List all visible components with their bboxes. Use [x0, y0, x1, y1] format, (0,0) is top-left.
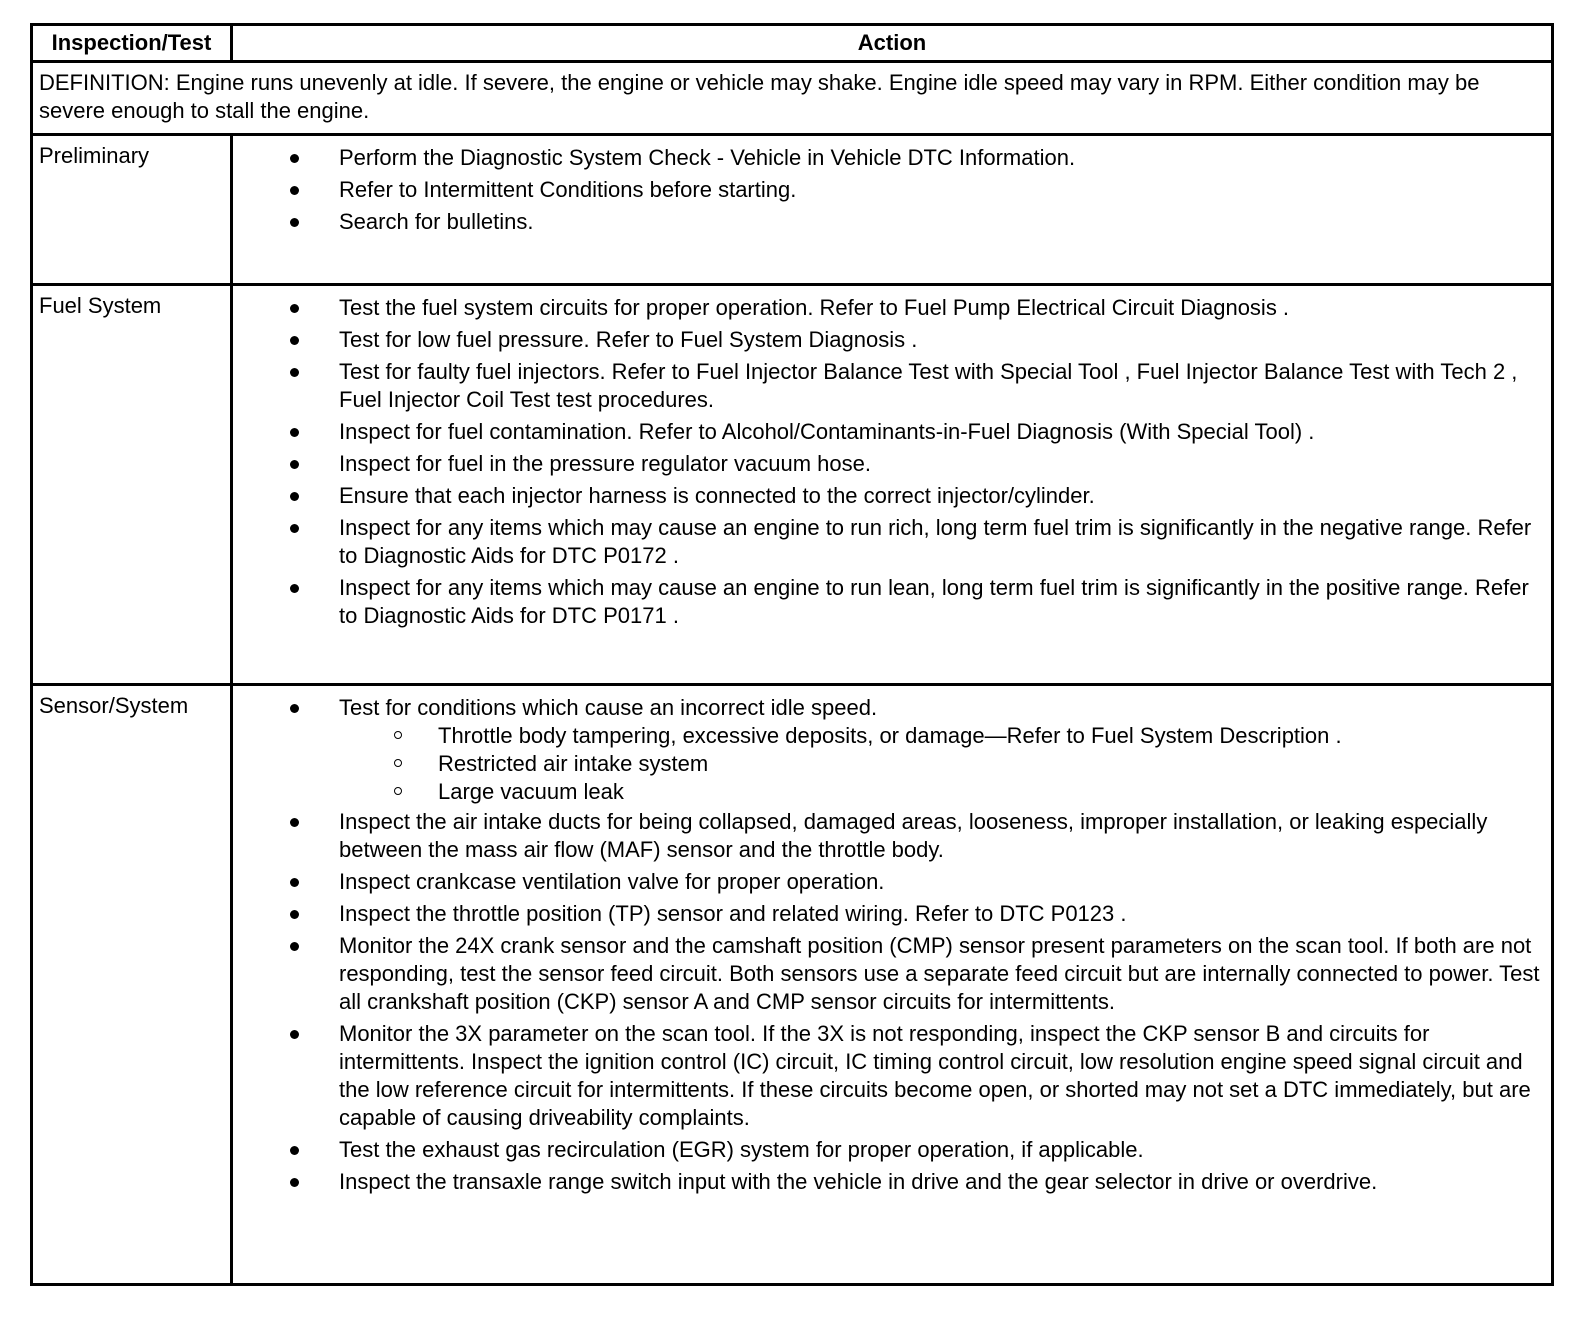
bullet-icon [290, 584, 299, 593]
bullet-icon [290, 818, 299, 827]
section-actions-sensor-system [232, 685, 1553, 1285]
bullet-list [233, 144, 1541, 236]
list-item-text: Test for conditions which cause an incorrect idle speed. [339, 695, 878, 720]
list-item-text: Monitor the 3X parameter on the scan tool. If the 3X is not responding, inspect the CKP sensor B and circuits for intermittents. Inspect the ignition control (IC) circuit, IC timing control circuit, low resolution engine speed signal circuit and the low reference circuit for intermittents. If these circuits become open, or shorted may not set a DTC immediately, but are capable of causing driveability complaints. [339, 1021, 1531, 1130]
list-item [233, 418, 1541, 446]
list-item [233, 1136, 1541, 1164]
definition-text: DEFINITION: Engine runs unevenly at idle. If severe, the engine or vehicle may shake. Engine idle speed may vary in RPM. Either condition may be severe enough to stall the engine. [32, 62, 1553, 135]
list-item [233, 208, 1541, 236]
list-item-text: Inspect for any items which may cause an engine to run lean, long term fuel trim is significantly in the positive range. Refer to Diagnostic Aids for DTC P0171 . [339, 575, 1529, 628]
list-item [233, 326, 1541, 354]
list-item [233, 450, 1541, 478]
list-item-text: Ensure that each injector harness is connected to the correct injector/cylinder. [339, 483, 1095, 508]
bullet-icon [290, 910, 299, 919]
bullet-icon [290, 304, 299, 313]
section-row-preliminary [32, 135, 1553, 285]
circle-bullet-icon [394, 731, 402, 739]
bullet-icon [290, 1178, 299, 1187]
sub-list-item-text: Restricted air intake system [438, 751, 709, 776]
bullet-icon [290, 878, 299, 887]
list-item [233, 574, 1541, 630]
bullet-icon [290, 154, 299, 163]
list-item-text: Search for bulletins. [339, 209, 534, 234]
bullet-icon [290, 1030, 299, 1039]
list-item [233, 868, 1541, 896]
list-item-text: Inspect the transaxle range switch input with the vehicle in drive and the gear selector in drive or overdrive. [339, 1169, 1378, 1194]
list-item-text: Inspect for any items which may cause an engine to run rich, long term fuel trim is significantly in the negative range. Refer to Diagnostic Aids for DTC P0172 . [339, 515, 1532, 568]
sub-list-item [339, 722, 1541, 750]
list-item [233, 1020, 1541, 1132]
bullet-icon [290, 492, 299, 501]
list-item [233, 294, 1541, 322]
list-item-text: Perform the Diagnostic System Check - Vehicle in Vehicle DTC Information. [339, 145, 1076, 170]
sub-list-item [339, 750, 1541, 778]
list-item-text: Test for faulty fuel injectors. Refer to Fuel Injector Balance Test with Special Tool , Fuel Injector Balance Test with Tech 2 , Fuel Injector Coil Test test procedures. [339, 359, 1518, 412]
section-actions-preliminary [232, 135, 1553, 285]
bullet-list [233, 694, 1541, 1196]
list-item [233, 176, 1541, 204]
sub-list-item-text: Large vacuum leak [438, 779, 624, 804]
list-item [233, 144, 1541, 172]
list-item-text: Inspect the throttle position (TP) sensor and related wiring. Refer to DTC P0123 . [339, 901, 1127, 926]
circle-bullet-icon [394, 759, 402, 767]
section-label-fuel-system: Fuel System [32, 285, 232, 685]
diagnostic-table [30, 23, 1554, 1286]
bullet-icon [290, 186, 299, 195]
list-item-text: Test the fuel system circuits for proper operation. Refer to Fuel Pump Electrical Circuit Diagnosis . [339, 295, 1290, 320]
sub-list-item-text: Throttle body tampering, excessive deposits, or damage—Refer to Fuel System Description . [438, 723, 1342, 748]
definition-row [32, 62, 1553, 135]
list-item-text: Inspect the air intake ducts for being collapsed, damaged areas, looseness, improper installation, or leaking especially between the mass air flow (MAF) sensor and the throttle body. [339, 809, 1488, 862]
header-row [32, 25, 1553, 62]
list-item-text: Monitor the 24X crank sensor and the camshaft position (CMP) sensor present parameters on the scan tool. If both are not responding, test the sensor feed circuit. Both sensors use a separate feed circuit but are internally connected to power. Test all crankshaft position (CKP) sensor A and CMP sensor circuits for intermittents. [339, 933, 1540, 1014]
section-label-preliminary: Preliminary [32, 135, 232, 285]
bullet-icon [290, 704, 299, 713]
list-item-text: Inspect crankcase ventilation valve for proper operation. [339, 869, 885, 894]
bullet-icon [290, 524, 299, 533]
header-action: Action [232, 25, 1553, 62]
list-item-text: Refer to Intermittent Conditions before starting. [339, 177, 797, 202]
list-item [233, 482, 1541, 510]
bullet-icon [290, 460, 299, 469]
sub-list-item [339, 778, 1541, 806]
bullet-list [233, 294, 1541, 630]
circle-bullet-icon [394, 787, 402, 795]
bullet-icon [290, 218, 299, 227]
section-row-fuel-system [32, 285, 1553, 685]
list-item [233, 514, 1541, 570]
list-item [233, 900, 1541, 928]
list-item-text: Test the exhaust gas recirculation (EGR) system for proper operation, if applicable. [339, 1137, 1144, 1162]
bullet-icon [290, 428, 299, 437]
list-item [233, 1168, 1541, 1196]
bullet-icon [290, 336, 299, 345]
list-item-text: Inspect for fuel contamination. Refer to Alcohol/Contaminants-in-Fuel Diagnosis (With Special Tool) . [339, 419, 1315, 444]
list-item [233, 932, 1541, 1016]
list-item [233, 358, 1541, 414]
list-item [233, 808, 1541, 864]
list-item [233, 694, 1541, 806]
list-item-text: Inspect for fuel in the pressure regulator vacuum hose. [339, 451, 871, 476]
header-inspection-test: Inspection/Test [32, 25, 232, 62]
list-item-text: Test for low fuel pressure. Refer to Fuel System Diagnosis . [339, 327, 918, 352]
bullet-icon [290, 942, 299, 951]
section-row-sensor-system [32, 685, 1553, 1285]
section-label-sensor-system: Sensor/System [32, 685, 232, 1285]
sub-bullet-list [339, 722, 1541, 806]
bullet-icon [290, 1146, 299, 1155]
section-actions-fuel-system [232, 285, 1553, 685]
bullet-icon [290, 368, 299, 377]
